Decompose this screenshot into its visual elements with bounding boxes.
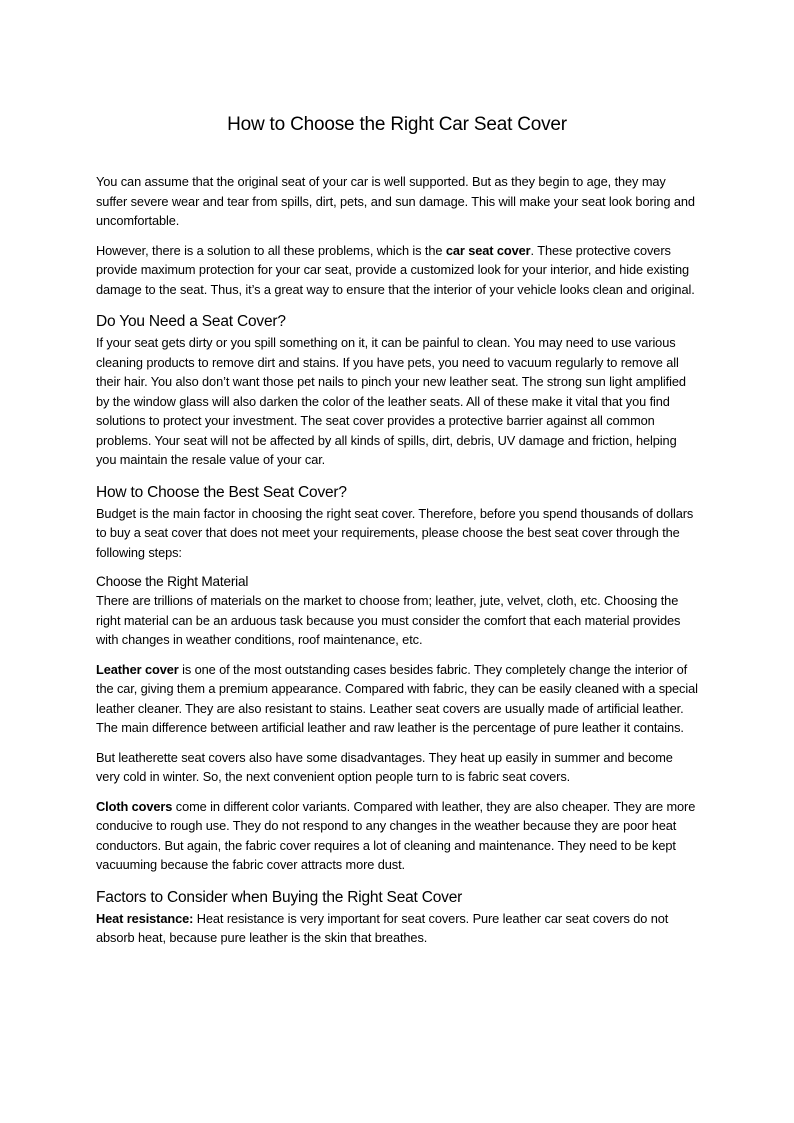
heat-resistance-text: Heat resistance is very important for seat covers. Pure leather car seat covers do not absorb heat, because pure leather is the skin that breathes. <box>96 910 669 945</box>
intro-paragraph-2-text-b: . These protective covers provide maximum protection for your car seat, provide a customized look for your interior, and hide existing damage to the seat. Thus, it’s a great way to ensure that the interior of your vehicle looks clean and original. <box>96 242 695 297</box>
heat-resistance-bold: Heat resistance: <box>96 910 194 926</box>
intro-paragraph-2 <box>96 241 698 300</box>
leather-cover-text: is one of the most outstanding cases besides fabric. They completely change the interior of the car, giving them a premium appearance. Compared with fabric, they can be easily cleaned with a special leather cleaner. They are also resistant to stains. Leather seat covers are usually made of artificial leather. The main difference between artificial leather and raw leather is the percentage of pure leather it contains. <box>96 661 698 735</box>
intro-paragraph-2-bold: car seat cover <box>445 242 531 258</box>
page-title: How to Choose the Right Car Seat Cover <box>227 114 567 135</box>
subsection-heading-material: Choose the Right Material <box>96 574 249 589</box>
section-heading-need-seat-cover: Do You Need a Seat Cover? <box>96 313 286 330</box>
material-paragraph-leather <box>96 660 698 738</box>
material-paragraph-cloth <box>96 797 698 875</box>
leather-cover-bold: Leather cover <box>96 661 179 677</box>
document-body <box>96 112 698 958</box>
material-paragraph-leatherette: But leatherette seat covers also have some disadvantages. They heat up easily in summer and become very cold in winter. So, the next convenient option people turn to is fabric seat covers. <box>96 749 673 784</box>
factors-paragraph-heat <box>96 909 698 948</box>
section-need-seat-cover-paragraph: If your seat gets dirty or you spill something on it, it can be painful to clean. You may need to use various cleaning products to remove dirt and stains. If you have pets, you need to vacuum regularly to remove all their hair. You also don’t want those pet nails to pinch your new leather seat. The strong sun light amplified by the window glass will also darken the color of the leather seats. All of these make it vital that you find solutions to protect your investment. The seat cover provides a protective barrier against all common problems. Your seat will not be affected by all kinds of spills, dirt, debris, UV damage and friction, helping you maintain the resale value of your car. <box>96 335 686 467</box>
material-paragraph-1: There are trillions of materials on the market to choose from; leather, jute, velvet, cloth, etc. Choosing the right material can be an arduous task because you must consider the comfort that each material provides with changes in weather conditions, roof maintenance, etc. <box>96 593 681 647</box>
cloth-cover-bold: Cloth covers <box>96 798 173 814</box>
cloth-cover-text: come in different color variants. Compared with leather, they are also cheaper. They are more conducive to rough use. They do not respond to any changes in the weather because they are poor heat conductors. But again, the fabric cover requires a lot of cleaning and maintenance. They need to be kept vacuuming because the fabric cover attracts more dust. <box>96 798 696 872</box>
section-heading-factors: Factors to Consider when Buying the Right Seat Cover <box>96 888 463 906</box>
intro-paragraph-1: You can assume that the original seat of your car is well supported. But as they begin to age, they may suffer severe wear and tear from spills, dirt, pets, and sun damage. This will make your seat look boring and uncomfortable. <box>96 174 695 228</box>
intro-paragraph-2-text-a: However, there is a solution to all these problems, which is the <box>96 242 446 258</box>
section-heading-choose-best: How to Choose the Best Seat Cover? <box>96 483 347 501</box>
section-choose-best-paragraph: Budget is the main factor in choosing the right seat cover. Therefore, before you spend thousands of dollars to buy a seat cover that does not meet your requirements, please choose the best seat cover through the following steps: <box>96 505 694 560</box>
